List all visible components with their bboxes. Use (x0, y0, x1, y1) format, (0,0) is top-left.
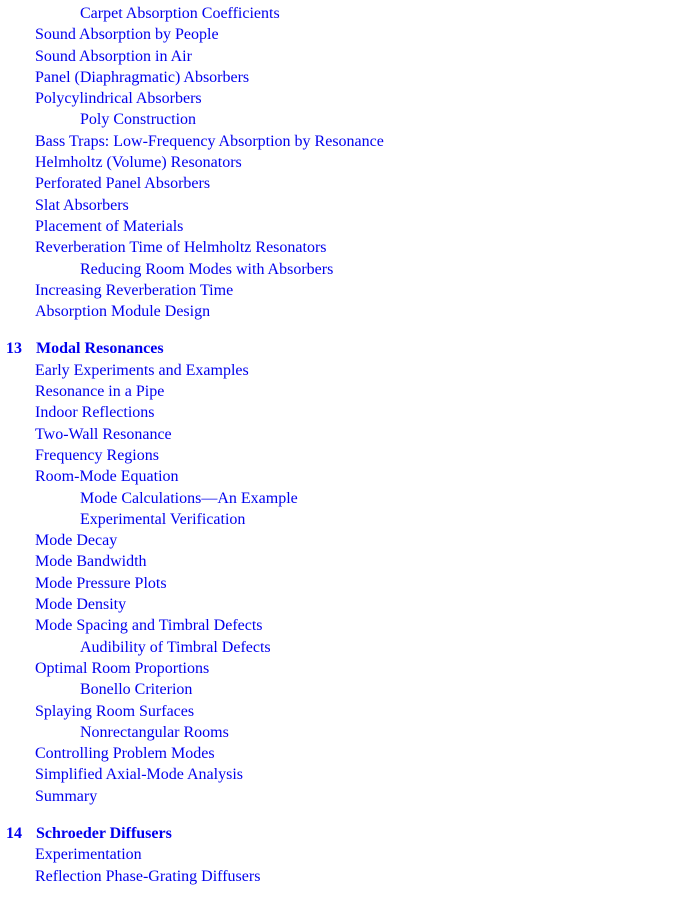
toc-entry[interactable]: Placement of Materials (35, 217, 184, 235)
chapter-title[interactable]: Modal Resonances (36, 340, 164, 358)
chapter-number: 13 (6, 340, 22, 358)
toc-entry[interactable]: Mode Density (35, 596, 127, 614)
toc-entry[interactable]: Helmholtz (Volume) Resonators (35, 154, 242, 172)
toc-entry[interactable]: Slat Absorbers (35, 196, 129, 214)
toc-section-previous (0, 3, 695, 322)
toc-entry[interactable]: Controlling Problem Modes (35, 745, 215, 763)
toc-entry[interactable]: Mode Pressure Plots (35, 574, 167, 592)
toc-entry[interactable]: Increasing Reverberation Time (35, 281, 234, 299)
toc-entry[interactable]: Audibility of Timbral Defects (80, 638, 271, 656)
toc-entry[interactable]: Simplified Axial-Mode Analysis (35, 766, 243, 784)
toc-entry[interactable]: Mode Decay (35, 532, 118, 550)
toc-entry[interactable]: Polycylindrical Absorbers (35, 90, 202, 108)
toc-chapter-13 (0, 338, 695, 807)
toc-entry[interactable]: Poly Construction (80, 111, 197, 129)
section-gap (0, 807, 695, 823)
chapter-heading[interactable] (0, 338, 695, 359)
chapter-number: 14 (6, 824, 22, 842)
toc-entry[interactable]: Sound Absorption in Air (35, 47, 192, 65)
chapter-title[interactable]: Schroeder Diffusers (36, 824, 172, 842)
toc-entry[interactable]: Bass Traps: Low-Frequency Absorption by Resonance (35, 132, 384, 150)
toc-entry[interactable]: Mode Spacing and Timbral Defects (35, 617, 263, 635)
toc-entry[interactable]: Resonance in a Pipe (35, 383, 165, 401)
toc-entry[interactable]: Experimental Verification (80, 510, 246, 528)
toc-entry[interactable]: Perforated Panel Absorbers (35, 175, 211, 193)
chapter-heading[interactable] (0, 823, 695, 844)
toc-entry[interactable]: Absorption Module Design (35, 303, 211, 321)
toc-entry[interactable]: Reverberation Time of Helmholtz Resonators (35, 239, 327, 257)
toc-entry[interactable]: Splaying Room Surfaces (35, 702, 195, 720)
toc-entry[interactable]: Nonrectangular Rooms (80, 723, 229, 741)
toc-entry[interactable]: Frequency Regions (35, 446, 159, 464)
table-of-contents (0, 3, 695, 887)
toc-entry[interactable]: Summary (35, 787, 98, 805)
toc-entry[interactable]: Room-Mode Equation (35, 468, 179, 486)
toc-entry[interactable]: Reflection Phase-Grating Diffusers (35, 867, 261, 885)
toc-entry[interactable]: Bonello Criterion (80, 681, 193, 699)
toc-entry[interactable]: Mode Calculations—An Example (80, 489, 298, 507)
toc-entry[interactable]: Sound Absorption by People (35, 26, 219, 44)
toc-entry[interactable]: Reducing Room Modes with Absorbers (80, 260, 334, 278)
toc-entry[interactable]: Indoor Reflections (35, 404, 155, 422)
toc-entry[interactable]: Panel (Diaphragmatic) Absorbers (35, 68, 250, 86)
toc-chapter-14 (0, 823, 695, 887)
toc-entry[interactable]: Mode Bandwidth (35, 553, 147, 571)
section-gap (0, 322, 695, 338)
toc-entry[interactable]: Early Experiments and Examples (35, 361, 249, 379)
toc-entry[interactable]: Optimal Room Proportions (35, 659, 210, 677)
toc-entry[interactable]: Experimentation (35, 846, 142, 864)
toc-entry[interactable]: Carpet Absorption Coefficients (80, 5, 280, 22)
toc-entry[interactable]: Two-Wall Resonance (35, 425, 172, 443)
